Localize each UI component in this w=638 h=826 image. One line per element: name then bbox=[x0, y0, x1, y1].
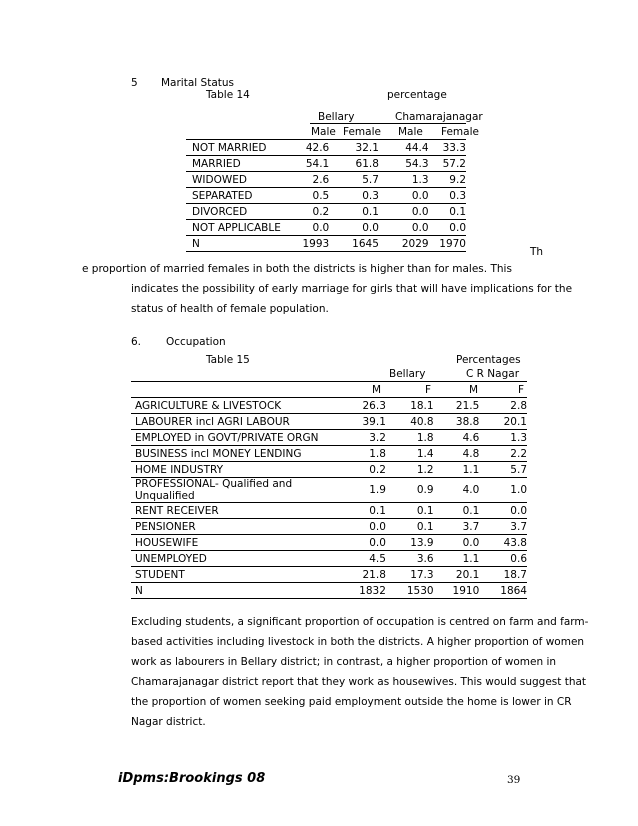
cell-value: 1.3 bbox=[479, 430, 527, 446]
cell-value: 1.8 bbox=[386, 430, 434, 446]
cell-value: 1.0 bbox=[479, 478, 527, 503]
row-label: PROFESSIONAL- Qualified and Unqualified bbox=[131, 478, 343, 503]
cell-value: 2029 bbox=[379, 236, 429, 252]
cell-value: 3.2 bbox=[343, 430, 386, 446]
occupation-table bbox=[131, 397, 527, 599]
sub-header: F bbox=[518, 384, 525, 396]
cell-value: 13.9 bbox=[386, 535, 434, 551]
row-label: AGRICULTURE & LIVESTOCK bbox=[131, 398, 343, 414]
group-header-chamarajanagar: Chamarajanagar bbox=[395, 111, 483, 123]
cell-value: 1.1 bbox=[434, 462, 480, 478]
cell-value: 0.1 bbox=[343, 503, 386, 519]
table-row bbox=[131, 414, 527, 430]
unit-label: Percentages bbox=[456, 354, 521, 366]
cell-value: 0.9 bbox=[386, 478, 434, 503]
row-label: N bbox=[131, 583, 343, 599]
cell-value: 4.6 bbox=[434, 430, 480, 446]
section-number: 6. bbox=[131, 336, 142, 348]
cell-value: 32.1 bbox=[329, 140, 379, 156]
row-label: RENT RECEIVER bbox=[131, 503, 343, 519]
footer-title: iDpms:Brookings 08 bbox=[118, 771, 266, 786]
row-label: N bbox=[186, 236, 286, 252]
cell-value: 3.6 bbox=[386, 551, 434, 567]
table-row bbox=[131, 462, 527, 478]
table-row bbox=[186, 156, 466, 172]
cell-value: 3.7 bbox=[434, 519, 480, 535]
table-row bbox=[131, 478, 527, 503]
cell-value: 4.8 bbox=[434, 446, 480, 462]
row-label: LABOURER incl AGRI LABOUR bbox=[131, 414, 343, 430]
table-row bbox=[186, 188, 466, 204]
cell-value: 5.7 bbox=[479, 462, 527, 478]
cell-value: 4.5 bbox=[343, 551, 386, 567]
table-row bbox=[131, 446, 527, 462]
row-label: PENSIONER bbox=[131, 519, 343, 535]
sub-header: Female bbox=[343, 126, 381, 138]
cell-value: 0.0 bbox=[343, 519, 386, 535]
table-row bbox=[131, 430, 527, 446]
table-row bbox=[186, 172, 466, 188]
cell-value: 57.2 bbox=[429, 156, 466, 172]
cell-value: 0.1 bbox=[429, 204, 466, 220]
section-number: 5 bbox=[131, 77, 138, 89]
row-label: UNEMPLOYED bbox=[131, 551, 343, 567]
table-row bbox=[131, 551, 527, 567]
cell-value: 1.8 bbox=[343, 446, 386, 462]
cell-value: 9.2 bbox=[429, 172, 466, 188]
text-fragment: Th bbox=[530, 246, 544, 258]
cell-value: 18.1 bbox=[386, 398, 434, 414]
cell-value: 42.6 bbox=[286, 140, 329, 156]
cell-value: 0.0 bbox=[434, 535, 480, 551]
cell-value: 0.0 bbox=[379, 204, 429, 220]
row-label: NOT MARRIED bbox=[186, 140, 286, 156]
cell-value: 20.1 bbox=[434, 567, 480, 583]
table-row bbox=[131, 567, 527, 583]
unit-label: percentage bbox=[387, 89, 447, 101]
group-header-bellary: Bellary bbox=[318, 111, 355, 123]
cell-value: 0.2 bbox=[286, 204, 329, 220]
cell-value: 5.7 bbox=[329, 172, 379, 188]
para-line: work as labourers in Bellary district; in contrast, a higher proportion of women in bbox=[131, 656, 557, 668]
para-line: Nagar district. bbox=[131, 716, 206, 728]
cell-value: 1.1 bbox=[434, 551, 480, 567]
table-label: Table 14 bbox=[206, 89, 250, 101]
cell-value: 21.5 bbox=[434, 398, 480, 414]
row-label: BUSINESS incl MONEY LENDING bbox=[131, 446, 343, 462]
cell-value: 1910 bbox=[434, 583, 480, 599]
cell-value: 0.3 bbox=[329, 188, 379, 204]
cell-value: 0.0 bbox=[429, 220, 466, 236]
cell-value: 0.0 bbox=[343, 535, 386, 551]
table-row bbox=[186, 220, 466, 236]
table-row bbox=[131, 583, 527, 599]
para-line: the proportion of women seeking paid employment outside the home is lower in CR bbox=[131, 696, 572, 708]
cell-value: 2.2 bbox=[479, 446, 527, 462]
cell-value: 1.4 bbox=[386, 446, 434, 462]
cell-value: 4.0 bbox=[434, 478, 480, 503]
table-row bbox=[131, 503, 527, 519]
para-line: based activities including livestock in both the districts. A higher proportion of women bbox=[131, 636, 585, 648]
cell-value: 18.7 bbox=[479, 567, 527, 583]
cell-value: 61.8 bbox=[329, 156, 379, 172]
cell-value: 0.0 bbox=[479, 503, 527, 519]
cell-value: 20.1 bbox=[479, 414, 527, 430]
sub-header: M bbox=[372, 384, 382, 396]
sub-header: Male bbox=[398, 126, 423, 138]
cell-value: 44.4 bbox=[379, 140, 429, 156]
cell-value: 43.8 bbox=[479, 535, 527, 551]
row-label: STUDENT bbox=[131, 567, 343, 583]
sub-header: F bbox=[425, 384, 432, 396]
table-row bbox=[186, 140, 466, 156]
cell-value: 38.8 bbox=[434, 414, 480, 430]
cell-value: 33.3 bbox=[429, 140, 466, 156]
para-line: Chamarajanagar district report that they work as housewives. This would suggest that bbox=[131, 676, 587, 688]
paragraph-marital bbox=[82, 259, 573, 319]
section-title: Occupation bbox=[166, 336, 226, 348]
cell-value: 0.0 bbox=[379, 188, 429, 204]
cell-value: 0.0 bbox=[379, 220, 429, 236]
table-label: Table 15 bbox=[206, 354, 250, 366]
row-label: NOT APPLICABLE bbox=[186, 220, 286, 236]
cell-value: 0.3 bbox=[429, 188, 466, 204]
group-divider bbox=[310, 123, 466, 124]
cell-value: 1970 bbox=[429, 236, 466, 252]
row-label: EMPLOYED in GOVT/PRIVATE ORGN bbox=[131, 430, 343, 446]
section-title: Marital Status bbox=[161, 77, 234, 89]
row-label: MARRIED bbox=[186, 156, 286, 172]
cell-value: 40.8 bbox=[386, 414, 434, 430]
table-row bbox=[186, 236, 466, 252]
cell-value: 54.1 bbox=[286, 156, 329, 172]
table-top-rule bbox=[131, 381, 527, 382]
cell-value: 0.1 bbox=[434, 503, 480, 519]
cell-value: 1.3 bbox=[379, 172, 429, 188]
cell-value: 54.3 bbox=[379, 156, 429, 172]
cell-value: 1993 bbox=[286, 236, 329, 252]
paragraph-occupation bbox=[131, 612, 588, 732]
cell-value: 1.2 bbox=[386, 462, 434, 478]
table-row bbox=[131, 519, 527, 535]
table-row bbox=[131, 535, 527, 551]
cell-value: 2.6 bbox=[286, 172, 329, 188]
marital-status-table bbox=[186, 139, 466, 252]
cell-value: 0.0 bbox=[329, 220, 379, 236]
table-row bbox=[131, 398, 527, 414]
cell-value: 0.0 bbox=[286, 220, 329, 236]
row-label: HOME INDUSTRY bbox=[131, 462, 343, 478]
cell-value: 0.1 bbox=[386, 519, 434, 535]
cell-value: 0.6 bbox=[479, 551, 527, 567]
cell-value: 1864 bbox=[479, 583, 527, 599]
cell-value: 1645 bbox=[329, 236, 379, 252]
cell-value: 26.3 bbox=[343, 398, 386, 414]
cell-value: 1530 bbox=[386, 583, 434, 599]
para-line: status of health of female population. bbox=[131, 303, 329, 315]
sub-header: M bbox=[469, 384, 479, 396]
cell-value: 39.1 bbox=[343, 414, 386, 430]
cell-value: 1832 bbox=[343, 583, 386, 599]
cell-value: 3.7 bbox=[479, 519, 527, 535]
row-label: SEPARATED bbox=[186, 188, 286, 204]
row-label: WIDOWED bbox=[186, 172, 286, 188]
row-label: HOUSEWIFE bbox=[131, 535, 343, 551]
cell-value: 17.3 bbox=[386, 567, 434, 583]
sub-header: Female bbox=[441, 126, 479, 138]
cell-value: 2.8 bbox=[479, 398, 527, 414]
cell-value: 0.2 bbox=[343, 462, 386, 478]
group-header-crnagar: C R Nagar bbox=[466, 368, 520, 380]
para-line: indicates the possibility of early marriage for girls that will have implications for the bbox=[131, 283, 573, 295]
cell-value: 21.8 bbox=[343, 567, 386, 583]
cell-value: 0.5 bbox=[286, 188, 329, 204]
cell-value: 0.1 bbox=[386, 503, 434, 519]
row-label: DIVORCED bbox=[186, 204, 286, 220]
para-line: Excluding students, a significant proportion of occupation is centred on farm and farm- bbox=[131, 616, 589, 628]
table-row bbox=[186, 204, 466, 220]
group-header-bellary: Bellary bbox=[389, 368, 426, 380]
page-number: 39 bbox=[507, 774, 521, 786]
cell-value: 1.9 bbox=[343, 478, 386, 503]
para-line: e proportion of married females in both the districts is higher than for males. This bbox=[82, 263, 512, 275]
cell-value: 0.1 bbox=[329, 204, 379, 220]
sub-header: Male bbox=[311, 126, 336, 138]
